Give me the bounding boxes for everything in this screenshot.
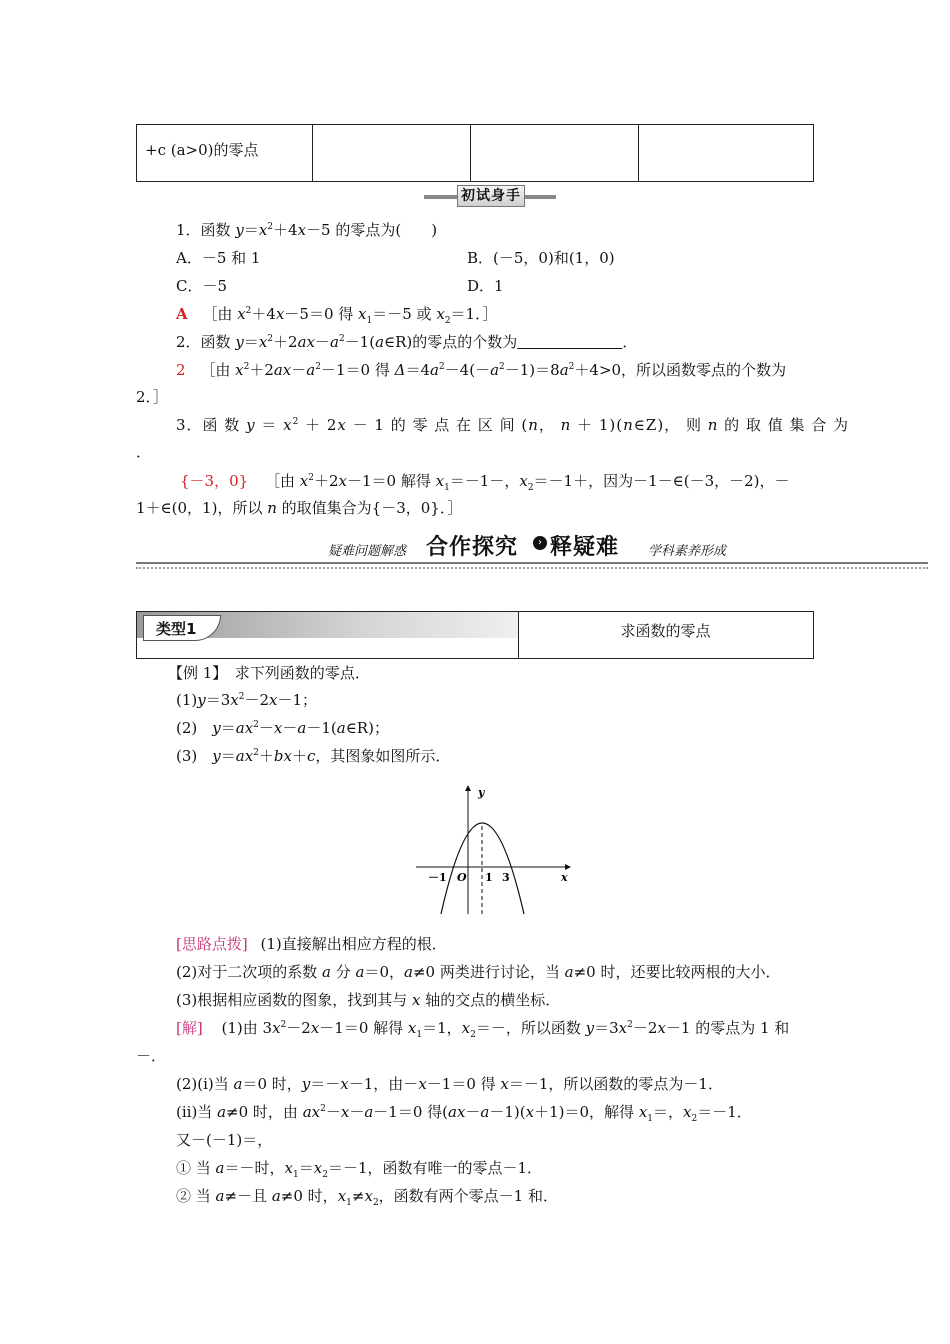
q2-explanation-cont: 2．］ [136,388,169,406]
solution-line-2: －． [136,1047,167,1065]
q2-stem: 2．函数 $y=x^2+2ax-a^2-1(a\in R)$的零点的个数为 ． [176,333,638,351]
hint-tag: [思路点拨] [176,935,248,953]
q2-answer: 2 [176,361,186,379]
table-cell-text: +c (a>0)的零点 [145,141,259,159]
solution-line-5: 又－(－1)＝， [176,1131,273,1149]
top-table [136,124,814,182]
section-title-1: 合作探究 [426,535,519,560]
solution-line-1: [解] (1)由 $3x^2-2x-1=0$ 解得 $x_1=1$，$x_2=-$，所以函数 $y=3x^2-2x-1$ 的零点为 1 和 [176,1019,790,1040]
banner-bar-right [522,195,556,199]
section-rule [136,562,928,564]
try-banner [424,185,556,207]
example-item-3: (3) $y=ax^2+bx+c$，其图象如图所示． [176,747,451,765]
x-axis-label: x [561,871,568,884]
section-header [136,530,936,570]
table-cell [137,125,313,181]
arrow-icon: › [533,536,547,550]
hint-line-1: [思路点拨] (1)直接解出相应方程的根． [176,935,447,953]
type-box [136,611,814,659]
q3-stem-cont: ． [136,443,152,461]
example-item-1: $(1)y=3x^2-2x-1$； [176,691,318,709]
table-cell [639,125,813,181]
q2-answer-line: 2 ［由 $x^2+2ax-a^2-1=0$ 得 $\Delta=4a^2-4(-a^2-1)=8a^2+4>0$，所以函数零点的个数为 [176,361,787,379]
section-right-caption: 学科素养形成 [648,544,727,559]
table-cell [471,125,639,181]
parabola-graph [412,780,582,920]
solution-line-7: ② 当 a≠－且 a≠0 时，$x_1\ne x_2$，函数有两个零点－1 和． [176,1187,558,1208]
tick-label: －1 [428,871,447,884]
q1-answer-line: A ［由 $x^2+4x-5=0$ 得 $x_1=-5$ 或 $x_2=1$．］ [176,305,498,326]
type-title: 求函数的零点 [620,622,711,640]
q1-option-c: C．－5 [176,277,228,295]
banner-bar-left [424,195,458,199]
solution-line-3: (2)(ⅰ)当 a＝0 时，y＝－x－1，由－x－1＝0 得 x＝－1，所以函数的零点为－1． [176,1075,723,1093]
solution-tag: [解] [176,1019,203,1037]
example-item-2: (2) $y=ax^2-x-a-1(a\in R)$； [176,719,389,737]
section-title-2: 释疑难 [550,535,620,560]
example-head: 【例 1】 求下列函数的零点． [168,664,370,682]
q1-option-a: A．－5 和 1 [176,249,261,267]
section-left-caption: 疑难问题解惑 [328,544,407,559]
q1-option-b: B．(－5，0)和(1，0) [467,249,615,267]
q1-stem: 1．函数 $y=x^2+4x-5$ 的零点为( ) [176,221,438,239]
q1-answer: A [176,305,188,323]
hint-line-3: (3)根据相应函数的图象，找到其与 x 轴的交点的横坐标． [176,991,561,1009]
q3-stem: 3．函 数 $y = x^2 + 2x - 1$ 的 零 点 在 区 间 (n， n ＋ 1)(n∈Z)， 则 n 的 取 值 集 合 为 [176,416,849,434]
q3-explanation-cont: 1＋∈(0，1)，所以 n 的取值集合为{－3，0}．］ [136,499,463,517]
q3-answer: {－3，0} [180,472,249,490]
origin-label: O [457,871,467,884]
type-tag: 类型1 [143,615,221,641]
hint-line-2: (2)对于二次项的系数 a 分 a＝0，a≠0 两类进行讨论，当 a≠0 时，还要比较两根的大小． [176,963,781,981]
tick-label: 3 [502,871,510,884]
y-axis-label: y [478,786,485,799]
tick-label: 1 [485,871,493,884]
section-rule-dotted [136,567,928,569]
try-banner-label: 初试身手 [457,185,525,207]
solution-line-6: ① 当 a＝－时，$x_1=x_2=-1$，函数有唯一的零点－1． [176,1159,543,1180]
table-cell [313,125,471,181]
solution-line-4: (ⅱ)当 a≠0 时，由 $ax^2-x-a-1=0$ 得(ax－a－1)(x＋1)＝0，解得 $x_1=$，$x_2=-1$． [176,1103,752,1124]
q3-answer-line: {－3，0} ［由 $x^2+2x-1=0$ 解得 $x_1=-1-$，$x_2=-1+$，因为－1－∈(－3，－2)，－ [180,472,790,493]
q1-option-d: D．1 [467,277,504,295]
